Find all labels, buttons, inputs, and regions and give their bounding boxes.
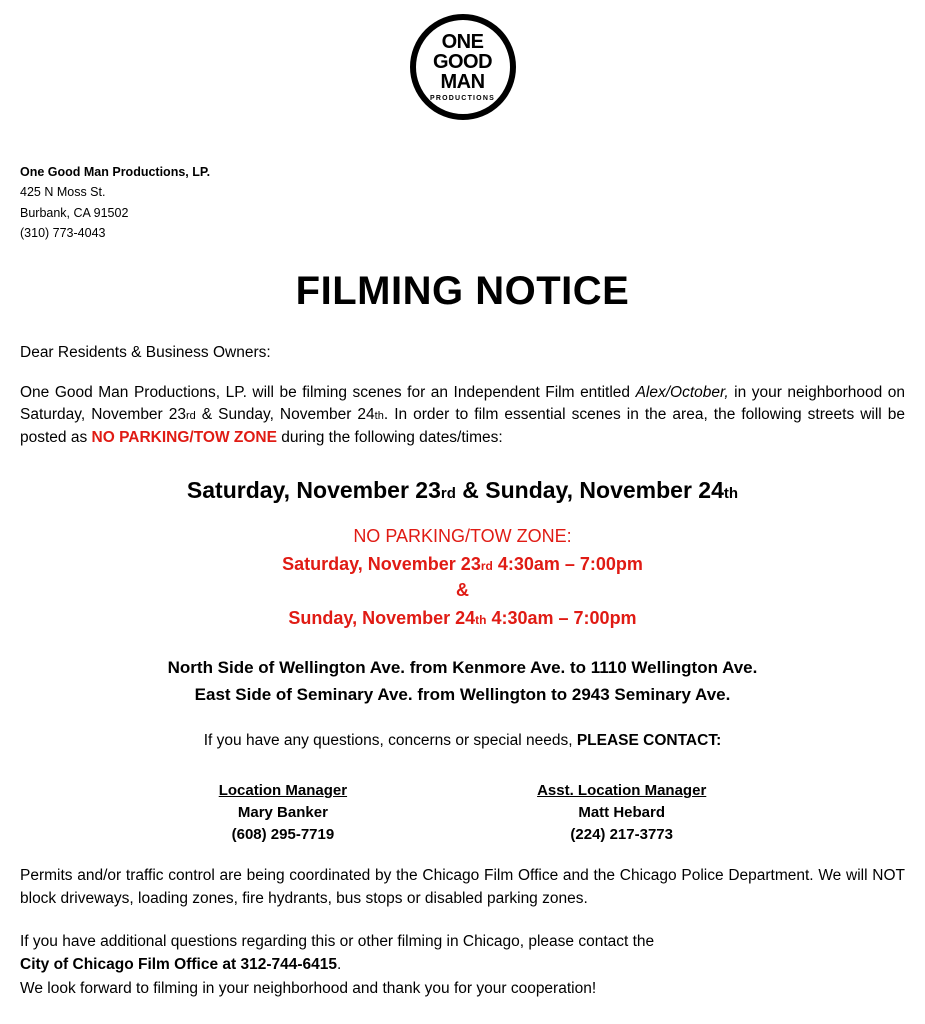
restriction-heading: NO PARKING/TOW ZONE: <box>353 526 572 547</box>
contact-prompt-text: If you have any questions, concerns or special needs, <box>203 732 577 750</box>
closing-paragraph <box>20 930 905 1000</box>
city-film-office-period: . <box>337 956 342 974</box>
contacts-row <box>20 782 905 843</box>
intro-ordinal-2: th <box>374 410 384 423</box>
closing-line: We look forward to filming in your neighborhood and thank you for your cooperation! <box>20 979 597 997</box>
logo-line-man: MAN <box>440 71 485 93</box>
document-title: FILMING NOTICE <box>295 269 630 313</box>
city-film-office-line <box>20 953 905 976</box>
additional-questions-line: If you have additional questions regarding this or other filming in Chicago, please contact the <box>20 933 655 951</box>
intro-part-4: . In order to film essential scenes in the area, the following streets will be posted as <box>20 406 906 446</box>
date-headline-ordinal-1: rd <box>440 485 456 503</box>
date-headline <box>20 477 905 504</box>
sender-street: 425 N Moss St. <box>20 185 106 200</box>
film-title: Alex/October, <box>635 384 729 401</box>
logo-line-good: GOOD <box>432 51 493 73</box>
logo-line-productions: PRODUCTIONS <box>430 95 495 102</box>
restriction-saturday-ordinal: rd <box>480 559 493 574</box>
restriction-ampersand: & <box>456 580 469 601</box>
restriction-sunday-ordinal: th <box>475 613 487 628</box>
salutation: Dear Residents & Business Owners: <box>20 344 271 361</box>
sender-phone: (310) 773-4043 <box>20 225 106 240</box>
no-parking-emphasis: NO PARKING/TOW ZONE <box>91 428 277 446</box>
sender-city-state-zip: Burbank, CA 91502 <box>20 205 129 220</box>
restriction-saturday-pre: Saturday, November 23 <box>282 554 481 575</box>
logo-line-one: ONE <box>441 31 484 53</box>
restriction-sunday-pre: Sunday, November 24 <box>288 608 476 629</box>
intro-paragraph <box>20 382 905 449</box>
contact-name: Matt Hebard <box>578 804 666 822</box>
intro-part-2: in your neighborhood on Saturday, November 23 <box>20 384 905 424</box>
contact-prompt-bold: PLEASE CONTACT: <box>576 732 722 750</box>
sender-address-block <box>20 162 905 243</box>
restriction-saturday <box>20 554 905 575</box>
restriction-block <box>20 526 905 629</box>
city-film-office-contact: City of Chicago Film Office at 312-744-6415 <box>20 956 337 974</box>
one-good-man-productions-logo <box>410 14 516 120</box>
contact-role: Asst. Location Manager <box>537 782 707 800</box>
date-headline-ordinal-2: th <box>723 485 739 503</box>
restriction-saturday-post: 4:30am – 7:00pm <box>492 554 643 575</box>
contact-location-manager <box>219 782 347 843</box>
logo-container <box>20 0 905 120</box>
street-line-1: North Side of Wellington Ave. from Kenmore Ave. to 1110 Wellington Ave. <box>167 658 758 678</box>
intro-part-5: during the following dates/times: <box>276 428 503 446</box>
affected-streets <box>20 655 905 708</box>
date-headline-part-1: Saturday, November 23 <box>186 477 441 504</box>
permits-paragraph: Permits and/or traffic control are being coordinated by the Chicago Film Office and the Chicago Police Department. We will NOT block driveways, loading zones, fire hydrants, bus stops or disabled parking zones. <box>20 867 905 907</box>
intro-part-1: One Good Man Productions, LP. will be filming scenes for an Independent Film entitled <box>20 384 636 401</box>
contact-name: Mary Banker <box>237 804 328 822</box>
contact-role: Location Manager <box>218 782 348 800</box>
contact-asst-location-manager <box>537 782 706 843</box>
intro-ordinal-1: rd <box>185 410 196 423</box>
contact-phone[interactable]: (224) 217-3773 <box>570 826 673 844</box>
contact-prompt <box>20 732 905 750</box>
sender-company: One Good Man Productions, LP. <box>20 165 211 179</box>
street-line-2: East Side of Seminary Ave. from Wellington to 2943 Seminary Ave. <box>194 684 731 704</box>
restriction-sunday <box>20 608 905 629</box>
date-headline-part-2: & Sunday, November 24 <box>455 477 724 504</box>
contact-phone[interactable]: (608) 295-7719 <box>231 826 335 844</box>
intro-part-3: & Sunday, November 24 <box>195 406 375 424</box>
restriction-sunday-post: 4:30am – 7:00pm <box>486 608 637 629</box>
